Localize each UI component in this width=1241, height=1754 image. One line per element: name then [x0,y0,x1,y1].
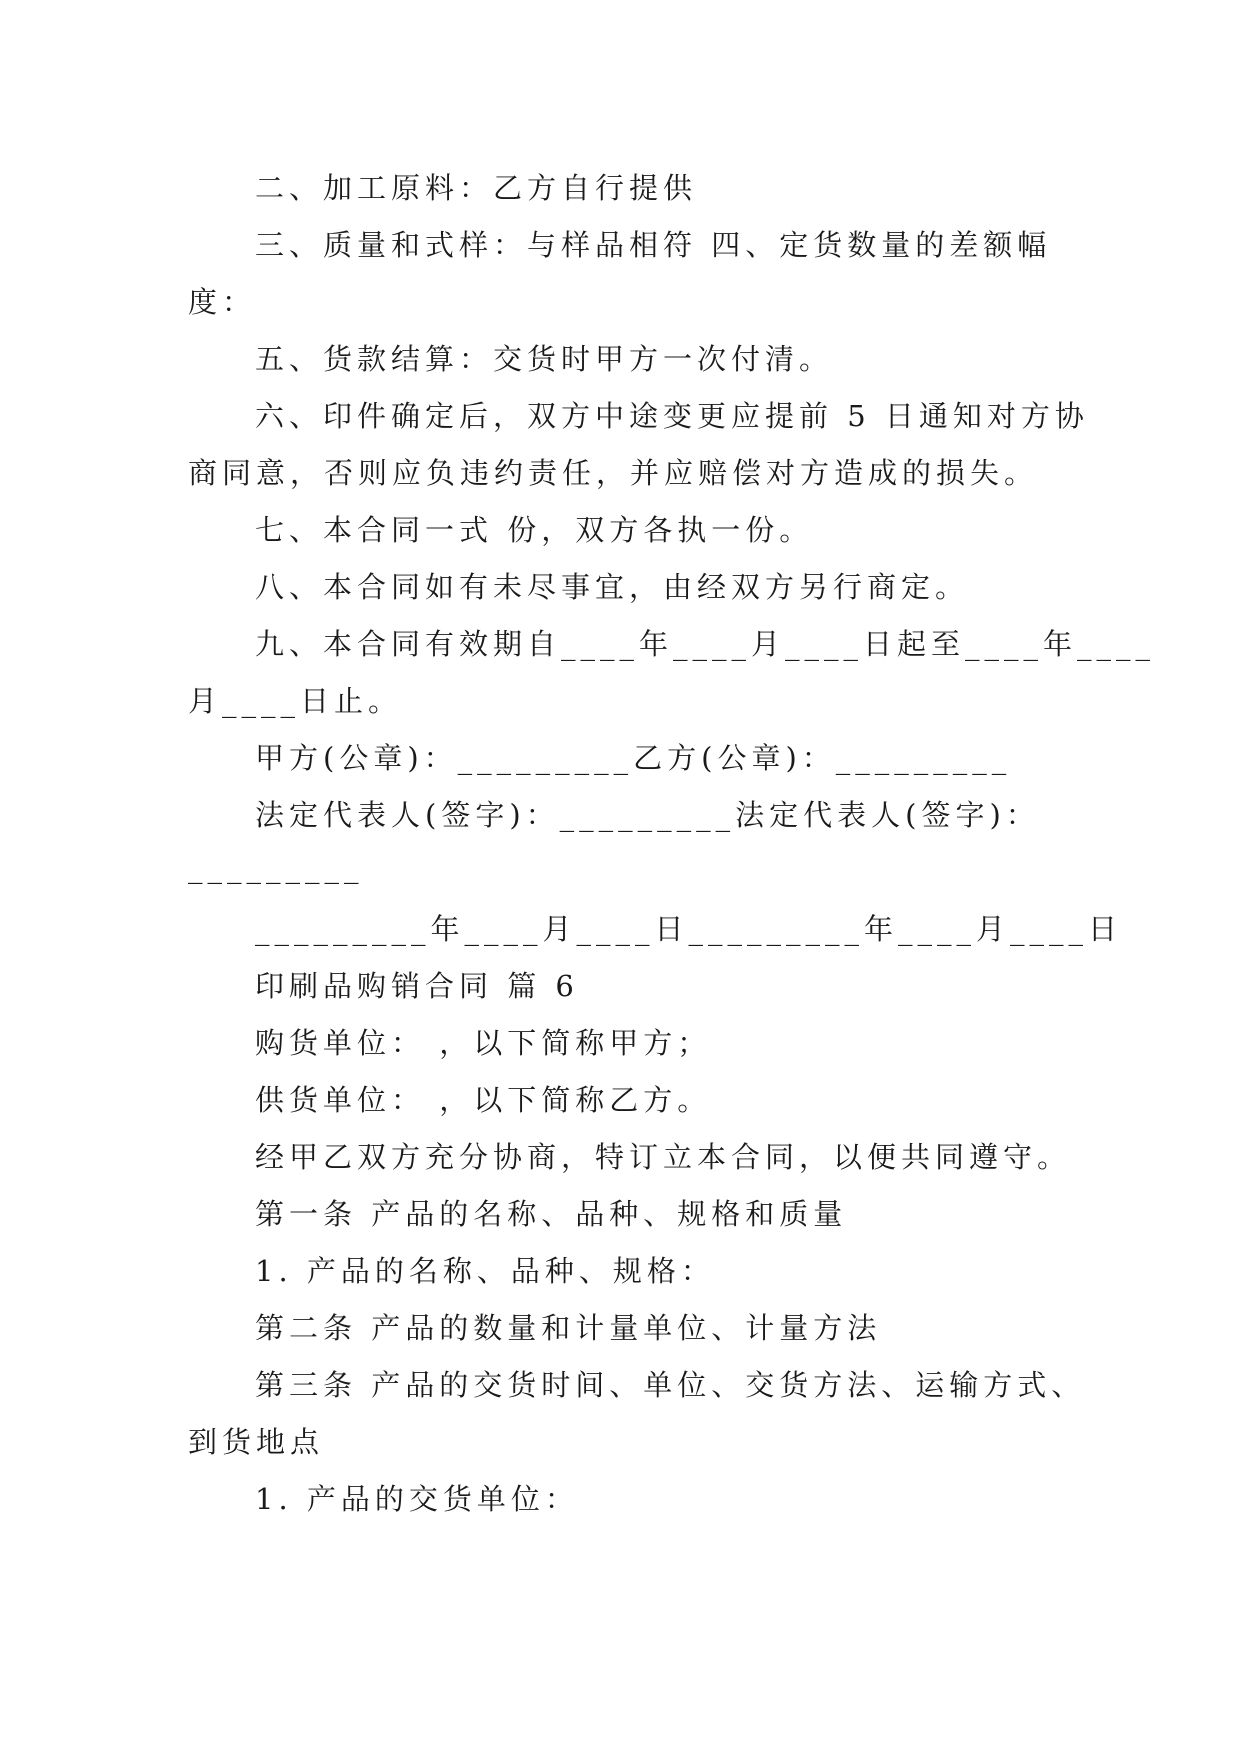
buyer-line: 购货单位： ，以下简称甲方； [255,1026,712,1060]
clause-6-continuation: 商同意，否则应负违约责任，并应赔偿对方造成的损失。 [188,456,1039,490]
article-3-continuation: 到货地点 [188,1425,325,1459]
supplier-line: 供货单位： ，以下简称乙方。 [255,1083,712,1117]
clause-5-line: 五、货款结算：交货时甲方一次付清。 [255,342,834,376]
clause-4-continuation: 度： [188,285,257,319]
article-1-heading: 第一条 产品的名称、品种、规格和质量 [255,1197,848,1231]
article-3-heading: 第三条 产品的交货时间、单位、交货方法、运输方式、 [255,1368,1086,1402]
clause-8-line: 八、本合同如有未尽事宜，由经双方另行商定。 [255,570,970,604]
party-seal-line: 甲方(公章)：_________乙方(公章)：_________ [255,741,1012,775]
clause-9-line: 九、本合同有效期自____年____月____日起至____年____ [255,627,1156,661]
clause-7-line: 七、本合同一式 份，双方各执一份。 [255,513,814,547]
preamble-line: 经甲乙双方充分协商，特订立本合同，以便共同遵守。 [255,1140,1072,1174]
signing-date-line: _________年____月____日_________年____月____日 [255,912,1123,946]
clause-2-line: 二、加工原料：乙方自行提供 [255,171,698,205]
clause-6-line: 六、印件确定后，双方中途变更应提前 5 日通知对方协 [255,399,1089,433]
article-3-item-1: 1. 产品的交货单位： [255,1482,579,1516]
clause-3-line: 三、质量和式样：与样品相符 四、定货数量的差额幅 [255,228,1052,262]
contract-section-title: 印刷品购销合同 篇 6 [255,969,579,1003]
article-2-heading: 第二条 产品的数量和计量单位、计量方法 [255,1311,882,1345]
article-1-item-1: 1. 产品的名称、品种、规格： [255,1254,715,1288]
legal-rep-signature-blank: _________ [188,850,364,884]
clause-9-continuation: 月____日止。 [188,684,403,718]
legal-rep-signature-line: 法定代表人(签字)：_________法定代表人(签字)： [255,798,1040,832]
